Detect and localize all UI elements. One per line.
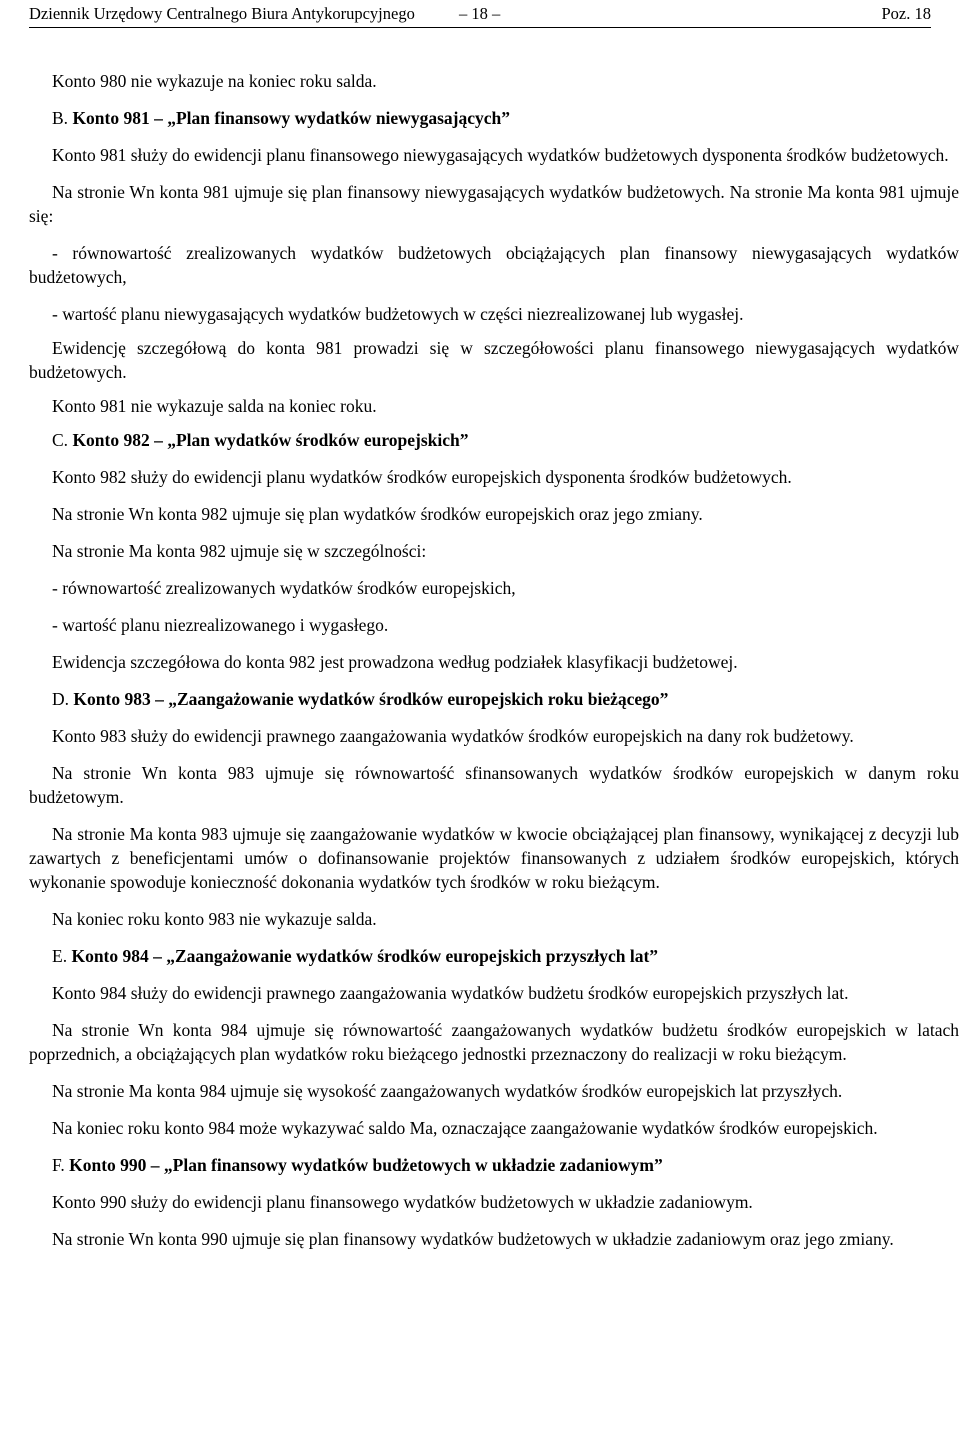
paragraph: Konto 981 nie wykazuje salda na koniec roku. (52, 396, 377, 416)
paragraph: Konto 980 nie wykazuje na koniec roku salda. (52, 71, 377, 91)
paragraph: Na stronie Wn konta 981 ujmuje się plan finansowy niewygasających wydatków budżetowych. Na stronie Ma konta 981 ujmuje się: (29, 182, 959, 226)
page-header (29, 3, 931, 27)
section-heading-c (29, 428, 959, 452)
paragraph: - wartość planu niewygasających wydatków budżetowych w części niezrealizowanej lub wygasłej. (52, 304, 744, 324)
paragraph: Na stronie Wn konta 990 ujmuje się plan finansowy wydatków budżetowych w układzie zadaniowym oraz jego zmiany. (52, 1229, 894, 1249)
page-number: – 18 – (459, 4, 501, 23)
section-title: Konto 984 – „Zaangażowanie wydatków środków europejskich przyszłych lat” (71, 946, 659, 966)
paragraph: Konto 982 służy do ewidencji planu wydatków środków europejskich dysponenta środków budżetowych. (52, 467, 792, 487)
header-divider (29, 27, 931, 28)
section-letter: D. (52, 689, 70, 709)
paragraph: Konto 983 służy do ewidencji prawnego zaangażowania wydatków środków europejskich na dany rok budżetowy. (52, 726, 854, 746)
document-body (29, 69, 959, 1251)
section-title: Konto 981 – „Plan finansowy wydatków niewygasających” (72, 108, 510, 128)
paragraph: Ewidencja szczegółowa do konta 982 jest prowadzona według podziałek klasyfikacji budżetowej. (52, 652, 738, 672)
section-letter: C. (52, 430, 69, 450)
paragraph: Na stronie Wn konta 982 ujmuje się plan wydatków środków europejskich oraz jego zmiany. (52, 504, 703, 524)
section-letter: E. (52, 946, 68, 966)
section-heading-e (29, 944, 959, 968)
section-letter: B. (52, 108, 69, 128)
section-heading-b (29, 106, 959, 130)
section-heading-d (29, 687, 959, 711)
section-letter: F. (52, 1155, 65, 1175)
paragraph: - równowartość zrealizowanych wydatków środków europejskich, (52, 578, 516, 598)
journal-title: Dziennik Urzędowy Centralnego Biura Antykorupcyjnego (29, 4, 415, 23)
paragraph: Na stronie Wn konta 983 ujmuje się równowartość sfinansowanych wydatków środków europejskich w danym roku budżetowym. (29, 763, 959, 807)
paragraph: - wartość planu niezrealizowanego i wygasłego. (52, 615, 389, 635)
paragraph: Ewidencję szczegółową do konta 981 prowadzi się w szczegółowości planu finansowego niewygasających wydatków budżetowych. (29, 338, 959, 382)
paragraph: - równowartość zrealizowanych wydatków budżetowych obciążających plan finansowy niewygasających wydatków budżetowych, (29, 243, 959, 287)
paragraph: Na stronie Ma konta 982 ujmuje się w szczególności: (52, 541, 427, 561)
paragraph: Konto 990 służy do ewidencji planu finansowego wydatków budżetowych w układzie zadaniowym. (52, 1192, 753, 1212)
section-title: Konto 990 – „Plan finansowy wydatków budżetowych w układzie zadaniowym” (69, 1155, 663, 1175)
paragraph: Na koniec roku konto 984 może wykazywać saldo Ma, oznaczające zaangażowanie wydatków środków europejskich. (52, 1118, 878, 1138)
section-title: Konto 982 – „Plan wydatków środków europejskich” (72, 430, 469, 450)
paragraph: Na stronie Ma konta 983 ujmuje się zaangażowanie wydatków w kwocie obciążającej plan finansowy, wynikającej z decyzji lub zawartych z beneficjentami umów o dofinansowanie projektów finansowanych z udziałem środków europejskich, których wykonanie spowoduje konieczność dokonania wydatków tych środków w roku bieżącym. (29, 824, 959, 892)
paragraph: Na stronie Wn konta 984 ujmuje się równowartość zaangażowanych wydatków budżetu środków europejskich w latach poprzednich, a obciążających plan wydatków roku bieżącego jednostki przeznaczony do realizacji w roku bieżącym. (29, 1020, 959, 1064)
paragraph: Na stronie Ma konta 984 ujmuje się wysokość zaangażowanych wydatków środków europejskich lat przyszłych. (52, 1081, 843, 1101)
section-heading-f (29, 1153, 959, 1177)
paragraph: Konto 984 służy do ewidencji prawnego zaangażowania wydatków budżetu środków europejskich przyszłych lat. (52, 983, 849, 1003)
paragraph: Na koniec roku konto 983 nie wykazuje salda. (52, 909, 377, 929)
section-title: Konto 983 – „Zaangażowanie wydatków środków europejskich roku bieżącego” (73, 689, 669, 709)
paragraph: Konto 981 służy do ewidencji planu finansowego niewygasających wydatków budżetowych dysponenta środków budżetowych. (52, 145, 949, 165)
position-number: Poz. 18 (881, 4, 931, 23)
